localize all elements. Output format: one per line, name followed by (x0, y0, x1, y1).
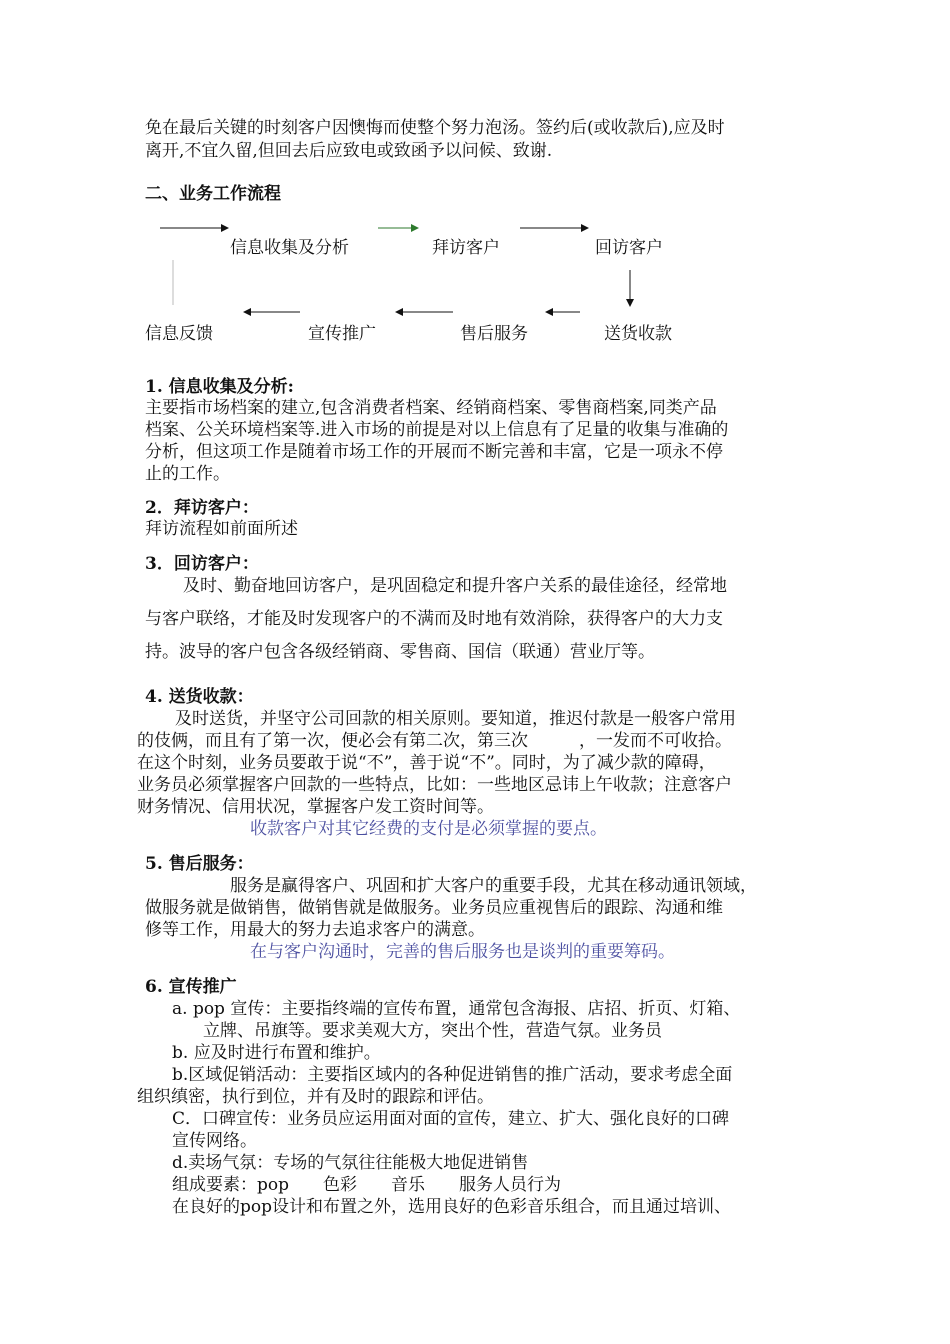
s1-line: 止的工作。 (145, 464, 230, 484)
s4-line: 财务情况、信用状况，掌握客户发工资时间等。 (137, 797, 494, 817)
s3-title: 3．回访客户： (145, 554, 259, 574)
intro-line: 免在最后关键的时刻客户因懊悔而使整个努力泡汤。签约后(或收款后),应及时 (145, 118, 725, 138)
s1-line: 分析，但这项工作是随着市场工作的开展而不断完善和丰富，它是一项永不停 (145, 442, 723, 462)
s4-line: 的伎俩，而且有了第一次，便必会有第二次，第三次 ，一发而不可收拾。 (137, 731, 732, 751)
s6-item-b: b. 应及时进行布置和维护。 (172, 1043, 381, 1063)
s1-line: 档案、公关环境档案等.进入市场的前提是对以上信息有了足量的收集与准确的 (145, 420, 729, 440)
s1-line: 主要指市场档案的建立,包含消费者档案、经销商档案、零售商档案,同类产品 (145, 398, 717, 418)
s3-line: 持。波导的客户包含各级经销商、零售商、国信（联通）营业厅等。 (145, 642, 655, 662)
s6-item-c: b.区域促销活动：主要指区域内的各种促进销售的推广活动，要求考虑全面 (172, 1065, 733, 1085)
s3-line: 与客户联络，才能及时发现客户的不满而及时地有效消除，获得客户的大力支 (145, 609, 723, 629)
s2-title: 2．拜访客户： (145, 498, 259, 518)
flow-node-promo: 宣传推广 (308, 324, 376, 344)
s5-title: 5. 售后服务： (145, 854, 254, 874)
s6-item-e-elements: 组成要素：pop 色彩 音乐 服务人员行为 (172, 1175, 561, 1195)
flow-node-delivery: 送货收款 (604, 324, 672, 344)
intro-line: 离开,不宜久留,但回去后应致电或致函予以问候、致谢. (145, 141, 553, 161)
flow-node-after-sales: 售后服务 (460, 324, 528, 344)
flow-node-visit: 拜访客户 (432, 238, 500, 258)
s6-item-d: C．口碑宣传：业务员应运用面对面的宣传，建立、扩大、强化良好的口碑 (172, 1109, 730, 1129)
flow-node-revisit: 回访客户 (595, 238, 663, 258)
s4-title: 4. 送货收款： (145, 687, 254, 707)
s3-line: 及时、勤奋地回访客户，是巩固稳定和提升客户关系的最佳途径，经常地 (183, 576, 727, 596)
s2-line: 拜访流程如前面所述 (145, 519, 298, 539)
flow-node-feedback: 信息反馈 (145, 324, 213, 344)
s4-line: 及时送货，并坚守公司回款的相关原则。要知道，推迟付款是一般客户常用 (175, 709, 736, 729)
s4-line: 在这个时刻，业务员要敢于说“不”，善于说“不”。同时，为了减少款的障碍， (137, 753, 716, 773)
s6-item-e: d.卖场气氛：专场的气氛往往能极大地促进销售 (172, 1153, 529, 1173)
s6-item-a-cont: 立牌、吊旗等。要求美观大方，突出个性，营造气氛。业务员 (203, 1021, 662, 1041)
s6-item-e-cont: 在良好的pop设计和布置之外，选用良好的色彩音乐组合，而且通过培训、 (172, 1197, 731, 1217)
s6-item-d-cont: 宣传网络。 (172, 1131, 257, 1151)
s4-note: 收款客户对其它经费的支付是必须掌握的要点。 (250, 819, 607, 839)
flow-node-info-collect: 信息收集及分析 (230, 238, 349, 258)
section-title: 二、业务工作流程 (145, 184, 281, 204)
s5-note: 在与客户沟通时，完善的售后服务也是谈判的重要筹码。 (250, 942, 675, 962)
s6-item-a: a. pop 宣传：主要指终端的宣传布置，通常包含海报、店招、折页、灯箱、 (172, 999, 741, 1019)
s6-title: 6. 宣传推广 (145, 977, 237, 997)
s5-line: 修等工作，用最大的努力去追求客户的满意。 (145, 920, 485, 940)
s1-title: 1. 信息收集及分析: (145, 377, 294, 397)
s5-line: 做服务就是做销售，做销售就是做服务。业务员应重视售后的跟踪、沟通和维 (145, 898, 723, 918)
s6-item-c-cont: 组织缜密，执行到位，并有及时的跟踪和评估。 (137, 1087, 494, 1107)
s5-line: 服务是赢得客户、巩固和扩大客户的重要手段，尤其在移动通讯领域， (230, 876, 757, 896)
s4-line: 业务员必须掌握客户回款的一些特点，比如：一些地区忌讳上午收款；注意客户 (137, 775, 732, 795)
